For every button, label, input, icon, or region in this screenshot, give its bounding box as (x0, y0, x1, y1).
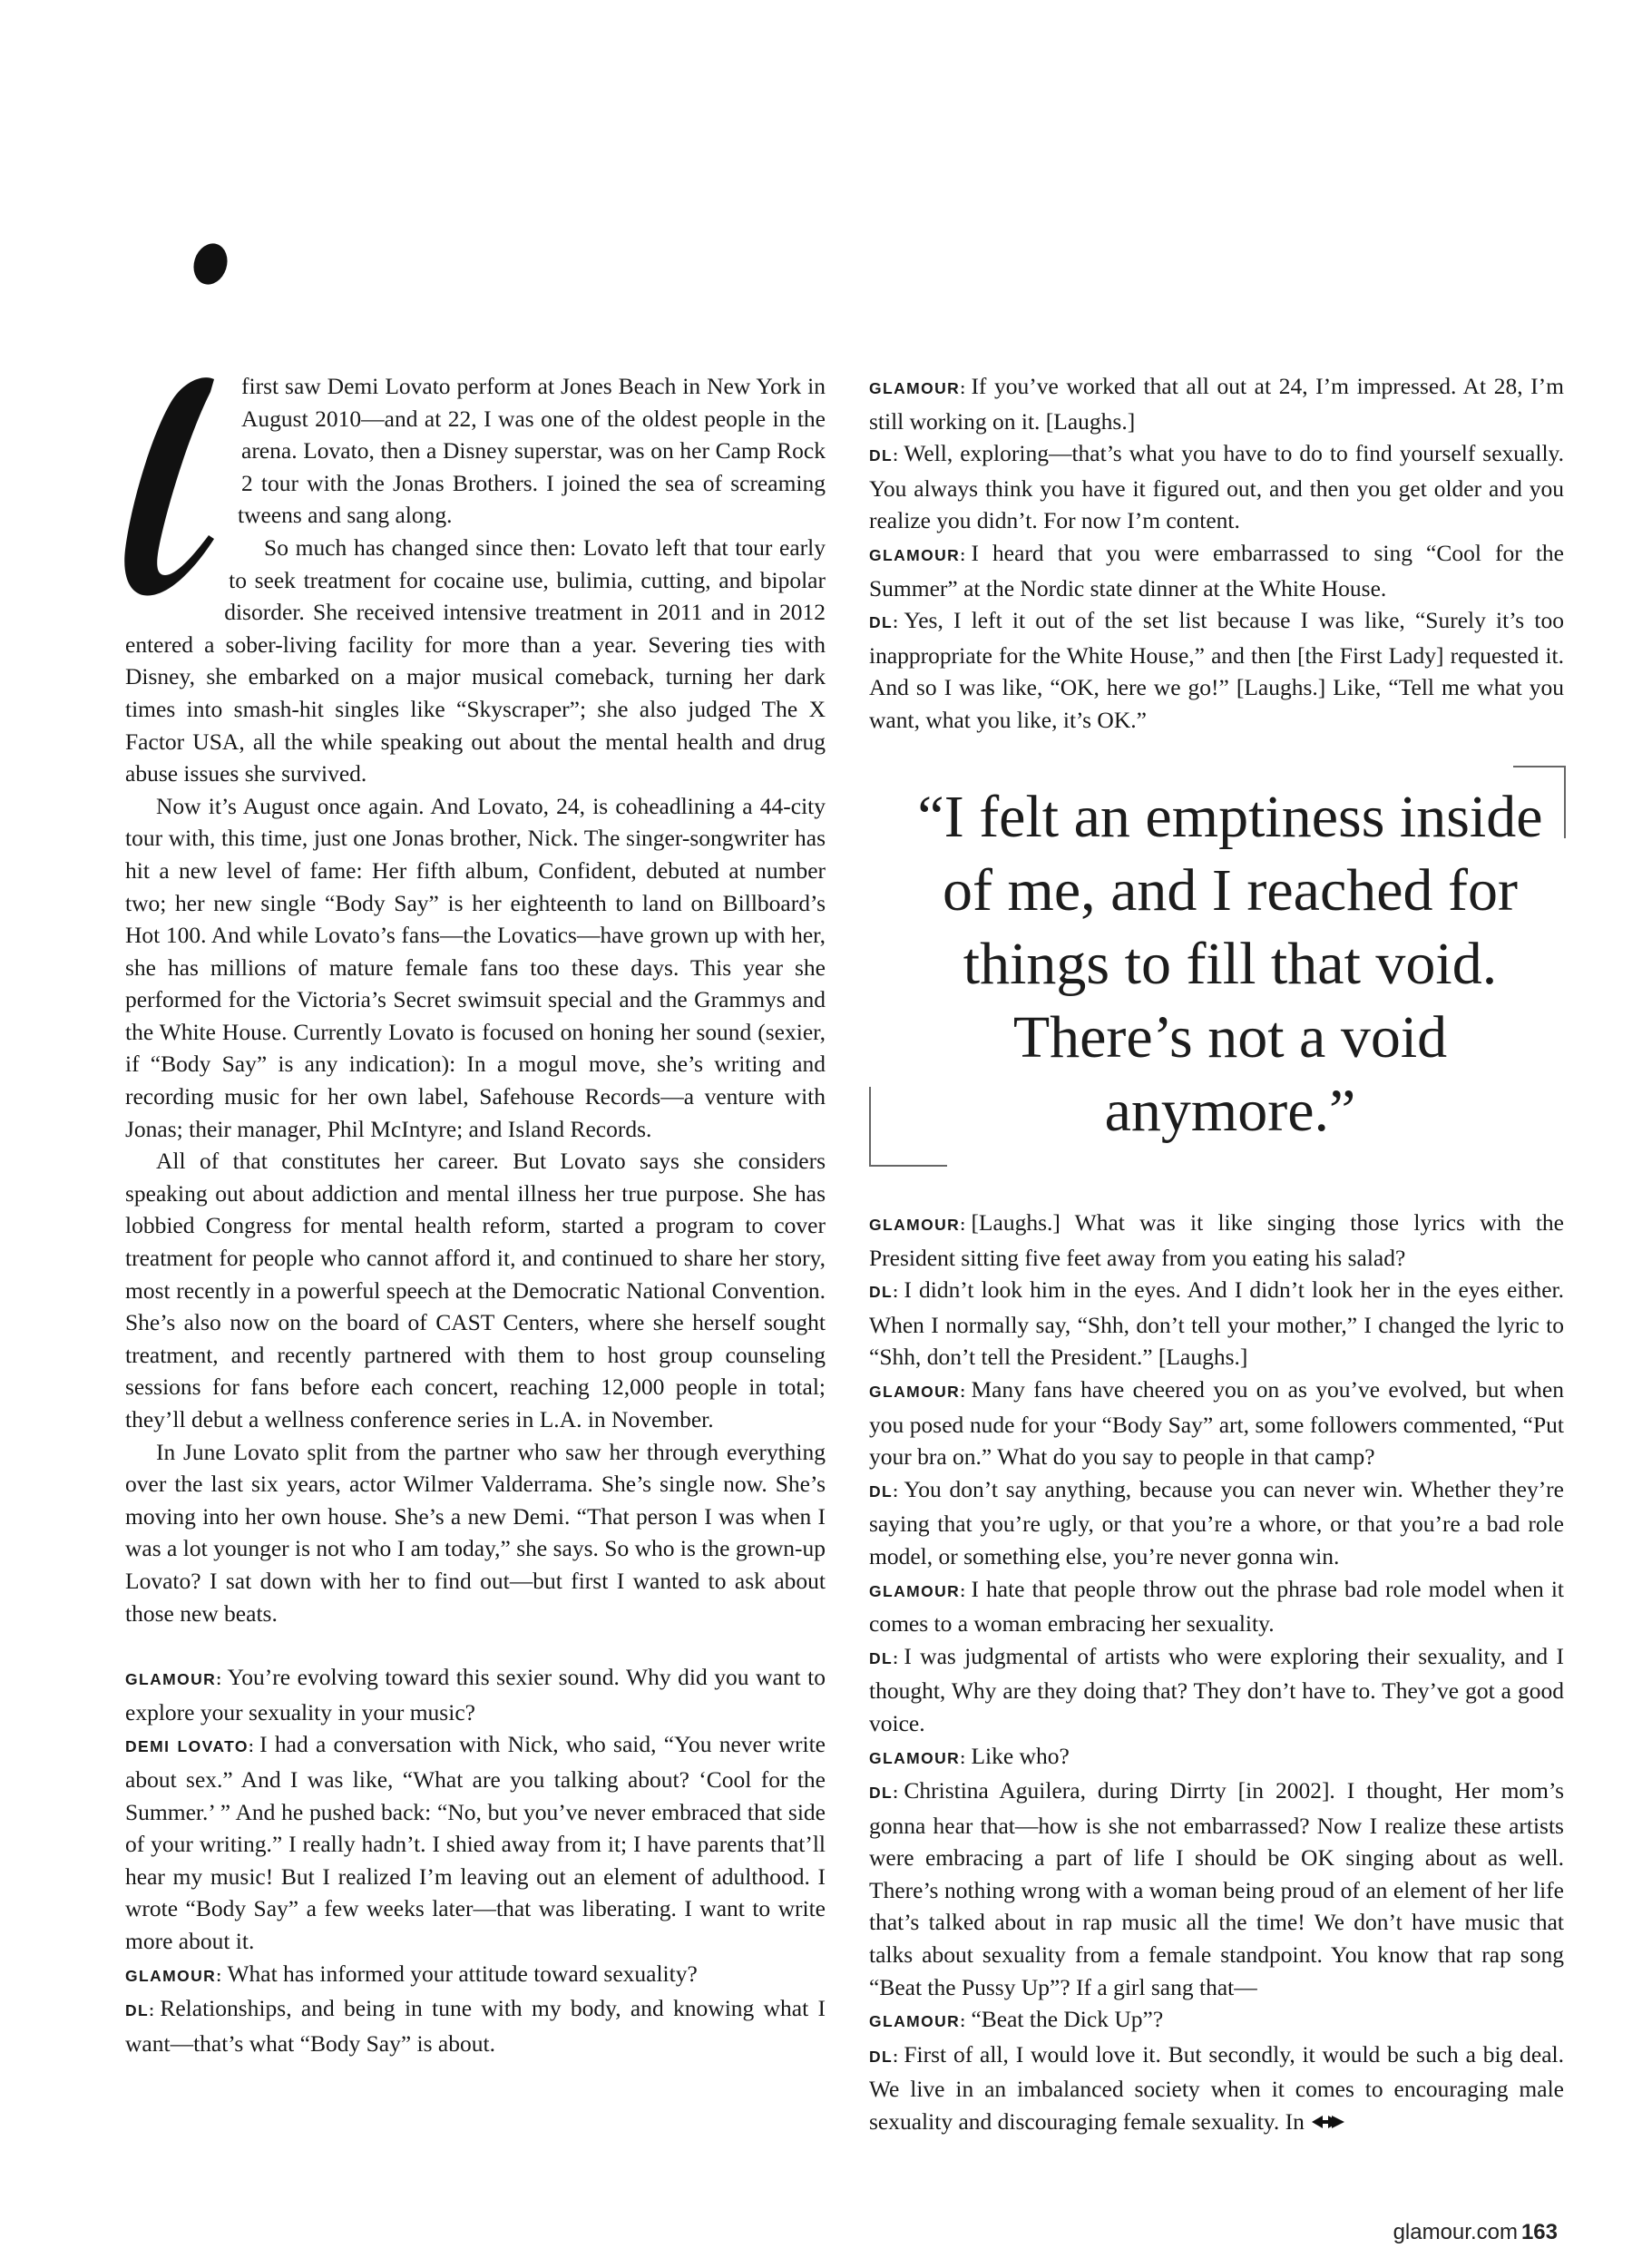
pull-quote-corner-rule (1513, 766, 1566, 767)
qa-text: First of all, I would love it. But secondly, it would be such a big deal. We live in an imbalanced society when it comes to encouraging male sexuality and discouraging female sexuality. In (869, 2040, 1564, 2136)
qa-entry (869, 604, 1564, 736)
qa-entry (869, 1374, 1564, 1473)
qa-text: Many fans have cheered you on as you’ve evolved, but when you posed nude for your “Body Say” art, some followers commented, “Put your bra on.” What do you say to people in that camp? (869, 1375, 1564, 1471)
qa-entry (869, 537, 1564, 604)
speaker-label: GLAMOUR: (869, 1382, 967, 1401)
qa-text: I didn’t look him in the eyes. And I didn’t look her in the eyes either. When I normally say, “Shh, don’t tell your mother,” I changed the lyric to “Shh, don’t tell the President.” [Laughs.] (869, 1276, 1564, 1371)
intro-paragraph-5: In June Lovato split from the partner who saw her through everything over the last six years, actor Wilmer Valderrama. She’s single now. She’s moving into her own house. She’s a new Demi. “That person I was when I was a lot younger is not who I am today,” she says. So who is the grown-up Lovato? I sat down with her to find out—but first I wanted to ask about those new beats. (125, 1438, 826, 1627)
speaker-label: DEMI LOVATO: (125, 1737, 256, 1756)
qa-entry (869, 1274, 1564, 1374)
qa-text: I heard that you were embarrassed to sing “Cool for the Summer” at the Nordic state dinner at the White House. (869, 539, 1564, 601)
page-footer (1393, 2220, 1558, 2245)
qa-text: Yes, I left it out of the set list because I was like, “Surely it’s too inappropriate for the White House,” and then [the First Lady] requested it. And so I was like, “OK, here we go!” [Laughs.] Like, “Tell me what you want, what you like, it’s OK.” (869, 607, 1564, 733)
continued-arrow-icon (1310, 2107, 1346, 2140)
speaker-label: GLAMOUR: (125, 1670, 223, 1689)
qa-text: You don’t say anything, because you can never win. Whether they’re saying that you’re ugly, or that you’re a whore, or that you’re a bad role model, or something else, you’re never gonna win. (869, 1475, 1564, 1569)
article-column-right-top (869, 370, 1564, 737)
qa-text: What has informed your attitude toward sexuality? (227, 1960, 698, 1987)
qa-text: You’re evolving toward this sexier sound. Why did you want to explore your sexuality in your music? (125, 1664, 826, 1725)
speaker-label: DL: (869, 1784, 900, 1803)
qa-entry (869, 370, 1564, 437)
intro-paragraph-1: first saw Demi Lovato perform at Jones Beach in New York in August 2010—and at 22, I was one of the oldest people in the arena. Lovato, then a Disney superstar, was on her Camp Rock 2 tour with the Jonas Brothers. I joined the sea of screaming tweens and sang along. (237, 373, 826, 529)
intro-paragraph-3: Now it’s August once again. And Lovato, 24, is coheadlining a 44-city tour with, this time, just one Jonas brother, Nick. The singer-songwriter has hit a new level of fame: Her fifth album, Confident, debuted at number two; her new single “Body Say” is her eighteenth to land on Billboard’s Hot 100. And while Lovato’s fans—the Lovatics—have grown up with her, she has millions of mature female fans too these days. This year she performed for the Victoria’s Secret swimsuit special and the Grammys and the White House. Currently Lovato is focused on honing her sound (sexier, if “Body Say” is any indication): In a mogul move, she’s writing and recording music for her own label, Safehouse Records—a venture with Jonas; their manager, Phil McIntyre; and Island Records. (125, 792, 826, 1142)
qa-entry (125, 1728, 826, 1957)
qa-entry (869, 1207, 1564, 1274)
speaker-label: GLAMOUR: (869, 379, 967, 397)
qa-text: If you’ve worked that all out at 24, I’m impressed. At 28, I’m still working on it. [Laughs.] (869, 373, 1564, 435)
qa-text: [Laughs.] What was it like singing those lyrics with the President sitting five feet away from you eating his salad? (869, 1209, 1564, 1271)
qa-entry (869, 1573, 1564, 1640)
qa-entry (869, 2038, 1564, 2140)
article-column-left (125, 370, 826, 2059)
pull-quote (869, 769, 1564, 1167)
drop-cap-letter-i (120, 370, 227, 599)
qa-entry (869, 437, 1564, 537)
qa-text: I hate that people throw out the phrase bad role model when it comes to a woman embracing her sexuality. (869, 1575, 1564, 1637)
qa-entry (125, 1661, 826, 1728)
qa-text: Christina Aguilera, during Dirrty [in 2002]. I thought, Her mom’s gonna hear that—how is she not embarrassed? Now I realize these artists were embracing a part of life I should be OK singing about as well. There’s nothing wrong with a woman being proud of an element of her life that’s talked about in rap music all the time! We don’t have music that talks about sexuality from a female standpoint. You know that rap song “Beat the Pussy Up”? If a girl sang that— (869, 1777, 1564, 2000)
intro-paragraph-2: So much has changed since then: Lovato left that tour early to seek treatment for cocaine use, bulimia, cutting, and bipolar disorder. She received intensive treatment in 2011 and in 2012 entered a sober-living facility for more than a year. Severing ties with Disney, she embarked on a major musical comeback, turning her dark times into smash-hit singles like “Skyscraper”; she also judged The X Factor USA, all the while speaking out about the mental health and drug abuse issues she survived. (125, 533, 826, 787)
qa-text: I had a conversation with Nick, who said, “You never write about sex.” And I was like, “What are you talking about? ‘Cool for the Summer.’ ” And he pushed back: “No, but you’ve never embraced that side of your writing.” I really hadn’t. I shied away from it; I have parents that’ll hear my music! But I realized I’m leaving out an element of adulthood. I wrote “Body Say” a few weeks later—that was liberating. I want to write more about it. (125, 1731, 826, 1954)
qa-entry (125, 1992, 826, 2059)
speaker-label: GLAMOUR: (125, 1966, 223, 1985)
speaker-label: DL: (869, 446, 900, 465)
speaker-label: DL: (869, 1283, 900, 1302)
speaker-label: DL: (869, 613, 900, 632)
intro-paragraph-4: All of that constitutes her career. But Lovato says she considers speaking out about addiction and mental illness her true purpose. She has lobbied Congress for mental health reform, started a program to cover treatment for people who cannot afford it, and continued to share her story, most recently in a powerful speech at the Democratic National Convention. She’s also now on the board of CAST Centers, where she herself sought treatment, and recently partnered with them to host group counseling sessions for fans before each concert, reaching 12,000 people in total; they’ll debut a wellness conference series in L.A. in November. (125, 1148, 826, 1432)
qa-entry (869, 2003, 1564, 2038)
speaker-label: DL: (125, 2001, 156, 2020)
qa-text: “Beat the Dick Up”? (971, 2006, 1164, 2033)
speaker-label: GLAMOUR: (869, 1216, 967, 1234)
qa-entry (869, 1640, 1564, 1740)
speaker-label: GLAMOUR: (869, 1581, 967, 1600)
pull-quote-text: “I felt an emptiness inside of me, and I reached for things to fill that void. There’s not a void anymore.” (917, 784, 1543, 1144)
qa-entry (869, 1774, 1564, 2003)
qa-entry (869, 1740, 1564, 1775)
qa-entry (869, 1473, 1564, 1573)
qa-text: Like who? (971, 1742, 1070, 1769)
qa-text: Well, exploring—that’s what you have to do to find yourself sexually. You always think you have it figured out, and then you get older and you realize you didn’t. For now I’m content. (869, 440, 1564, 534)
qa-text: Relationships, and being in tune with my body, and knowing what I want—that’s what “Body Say” is about. (125, 1995, 826, 2057)
speaker-label: GLAMOUR: (869, 1748, 967, 1767)
qa-entry (125, 1958, 826, 1993)
footer-site: glamour.com (1393, 2220, 1518, 2244)
qa-text: I was judgmental of artists who were exploring their sexuality, and I thought, Why are they doing that? They don’t have to. They’ve got a good voice. (869, 1642, 1564, 1736)
page-number: 163 (1520, 2220, 1558, 2244)
speaker-label: GLAMOUR: (869, 545, 967, 564)
speaker-label: DL: (869, 1481, 900, 1501)
pull-quote-corner-rule (1564, 766, 1566, 838)
drop-cap-dot (189, 240, 232, 289)
article-column-right-bottom (869, 1207, 1564, 2140)
speaker-label: DL: (869, 1648, 900, 1667)
speaker-label: DL: (869, 2047, 900, 2066)
drop-cap (120, 370, 227, 599)
speaker-label: GLAMOUR: (869, 2012, 967, 2031)
